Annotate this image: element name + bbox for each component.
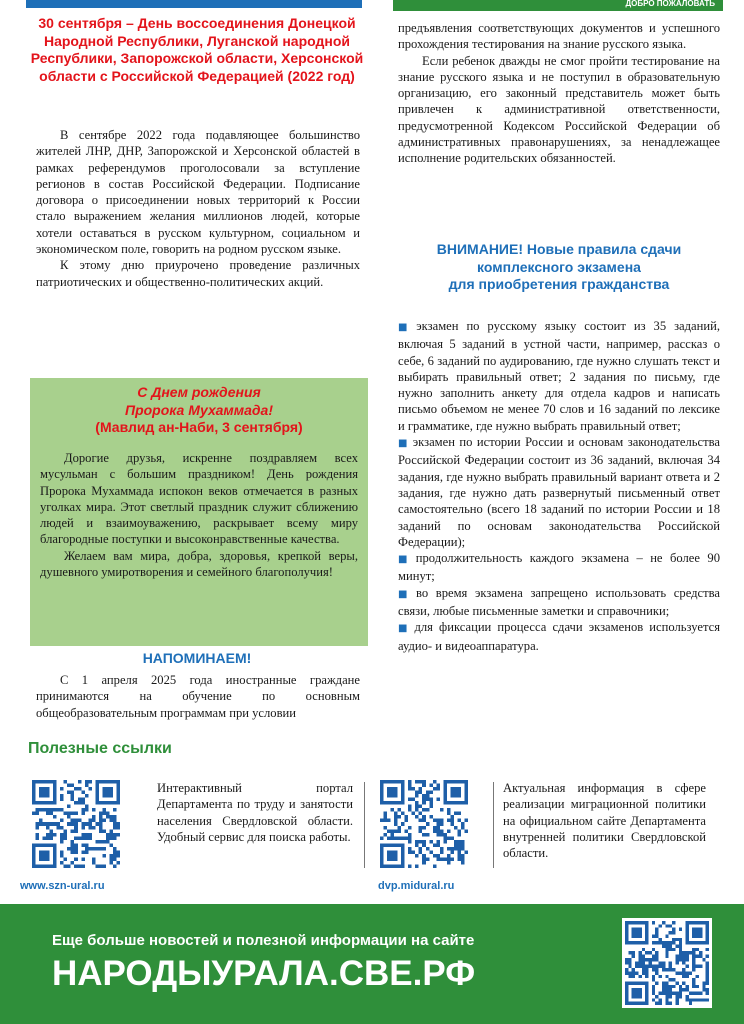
mawlid-title-line-3: (Мавлид ан-Наби, 3 сентября) (95, 419, 303, 436)
qr-code-icon[interactable] (32, 780, 120, 868)
divider (493, 782, 494, 868)
bullet-square-icon: ■ (398, 588, 412, 600)
list-item: ■ экзамен по русскому языку состоит из 35 заданий, включая 5 заданий в устной части, например, рассказ о себе, 6 заданий по аудированию, где нужно слушать текст и выбирать правильный ответ; 2 задания по письму, где нужно заполнить анкету для отдела кадров и написать письмо объемом не менее 70 слов и 16 заданий по лексике и грамматике, где нужно выбрать правильный ответ; (398, 319, 721, 433)
mawlid-paragraph-1: Дорогие друзья, искренне поздравляем всех мусульман с большим праздником! День рождения Пророка Мухаммада испокон веков отмечается в разных уголках мира. Этот светлый праздник служит сближению людей и взаимоуважению, раскрывает всему миру благородные поступки и высоконравственные качества. (40, 451, 358, 547)
top-bar-green (393, 0, 723, 11)
education-paragraph-2: Если ребенок дважды не смог пройти тестирование на знание русского языка и не поступил в образовательную организацию, его законный представитель может быть привлечен к административной ответственности, предусмотренной Кодексом Российской Федерации об административных правонарушениях, за ненадлежащее исполнение родительских обязанностей. (398, 53, 720, 166)
qr-code-icon[interactable] (622, 918, 712, 1008)
mawlid-title-line-1: С Днем рождения (137, 384, 261, 400)
qr-code-icon[interactable] (380, 780, 468, 868)
list-item: ■ во время экзамена запрещено использовать средства связи, любые письменные заметки и справочники; (398, 585, 720, 619)
mawlid-box (30, 378, 368, 646)
footer-subtitle: Еще больше новостей и полезной информации на сайте (52, 932, 475, 949)
reunion-title: 30 сентября – День воссоединения Донецкой Народной Республики, Луганской народной Республики, Запорожской области, Херсонской области с Российской Федерацией (2022 год) (30, 15, 364, 84)
list-item: ■ продолжительность каждого экзамена – не более 90 минут; (398, 551, 720, 584)
top-bar-blue (26, 0, 362, 8)
list-item: ■ для фиксации процесса сдачи экзаменов используется аудио- и видеоаппаратура. (398, 620, 721, 653)
useful-links-title: Полезные ссылки (28, 740, 172, 757)
welcome-tag: ДОБРО ПОЖАЛОВАТЬ (625, 0, 715, 8)
link-szn-ural[interactable]: www.szn-ural.ru (20, 880, 105, 892)
mawlid-title (30, 384, 368, 437)
footer-site-link[interactable]: НАРОДЫУРАЛА.СВЕ.РФ (52, 954, 476, 993)
divider (364, 782, 365, 868)
footer-banner (0, 904, 744, 1024)
education-paragraph-1: предъявления соответствующих документов и успешного прохождения тестирования на знание русского языка. (398, 21, 720, 52)
attention-title-line-2: комплексного экзамена (477, 258, 641, 275)
remind-article (36, 672, 360, 721)
attention-title-line-1: ВНИМАНИЕ! Новые правила сдачи (436, 241, 682, 257)
mawlid-paragraph-2: Желаем вам мира, добра, здоровья, крепкой веры, душевного умиротворения и семейного благополучия! (40, 548, 358, 580)
link-dvp-midural[interactable]: dvp.midural.ru (378, 880, 455, 892)
mawlid-article (40, 450, 358, 580)
reunion-paragraph-1: В сентябре 2022 года подавляющее большинство жителей ЛНР, ДНР, Запорожской и Херсонской областей в рамках референдумов проголосовали за вступление регионов в состав Российской Федерации. Подписание договора о присоединении новых территорий к России стало выражением желания миллионов людей, которые хотели оставаться в русском культурном, социальном и экономическом поле, говорить на родном русском языке. (36, 128, 360, 257)
link-1-description: Интерактивный портал Департамента по труду и занятости населения Свердловской области. Удобный сервис для поиска работы. (157, 781, 353, 844)
education-article (398, 20, 720, 167)
reunion-paragraph-2: К этому дню приурочено проведение различных патриотических и общественно-политических акций. (36, 258, 360, 289)
reunion-article (36, 127, 360, 290)
exam-rules-list (398, 318, 720, 654)
bullet-square-icon: ■ (398, 623, 411, 635)
attention-title (398, 241, 720, 294)
bullet-square-icon: ■ (398, 554, 412, 566)
list-item: ■ экзамен по истории России и основам законодательства Российской Федерации состоит из 36 заданий, включая 34 задания, где нужно выбрать правильный вариант ответа и 2 задания, где нужно дать развернутый письменный ответ самостоятельно (всего 18 заданий по истории России и 18 заданий по основам законодательства Российской Федерации); (398, 435, 720, 549)
bullet-square-icon: ■ (398, 322, 413, 333)
mawlid-title-line-2: Пророка Мухаммада! (125, 401, 273, 418)
bullet-square-icon: ■ (398, 438, 409, 450)
link-2-description: Актуальная информация в сфере реализации миграционной политики на официальном сайте Департамента внутренней политики Свердловской области. (503, 781, 706, 861)
remind-title: НАПОМИНАЕМ! (142, 650, 252, 666)
attention-title-line-3: для приобретения гражданства (448, 276, 670, 293)
remind-paragraph: С 1 апреля 2025 года иностранные граждане принимаются на обучение по основным общеобразовательным программам при условии (36, 673, 360, 720)
